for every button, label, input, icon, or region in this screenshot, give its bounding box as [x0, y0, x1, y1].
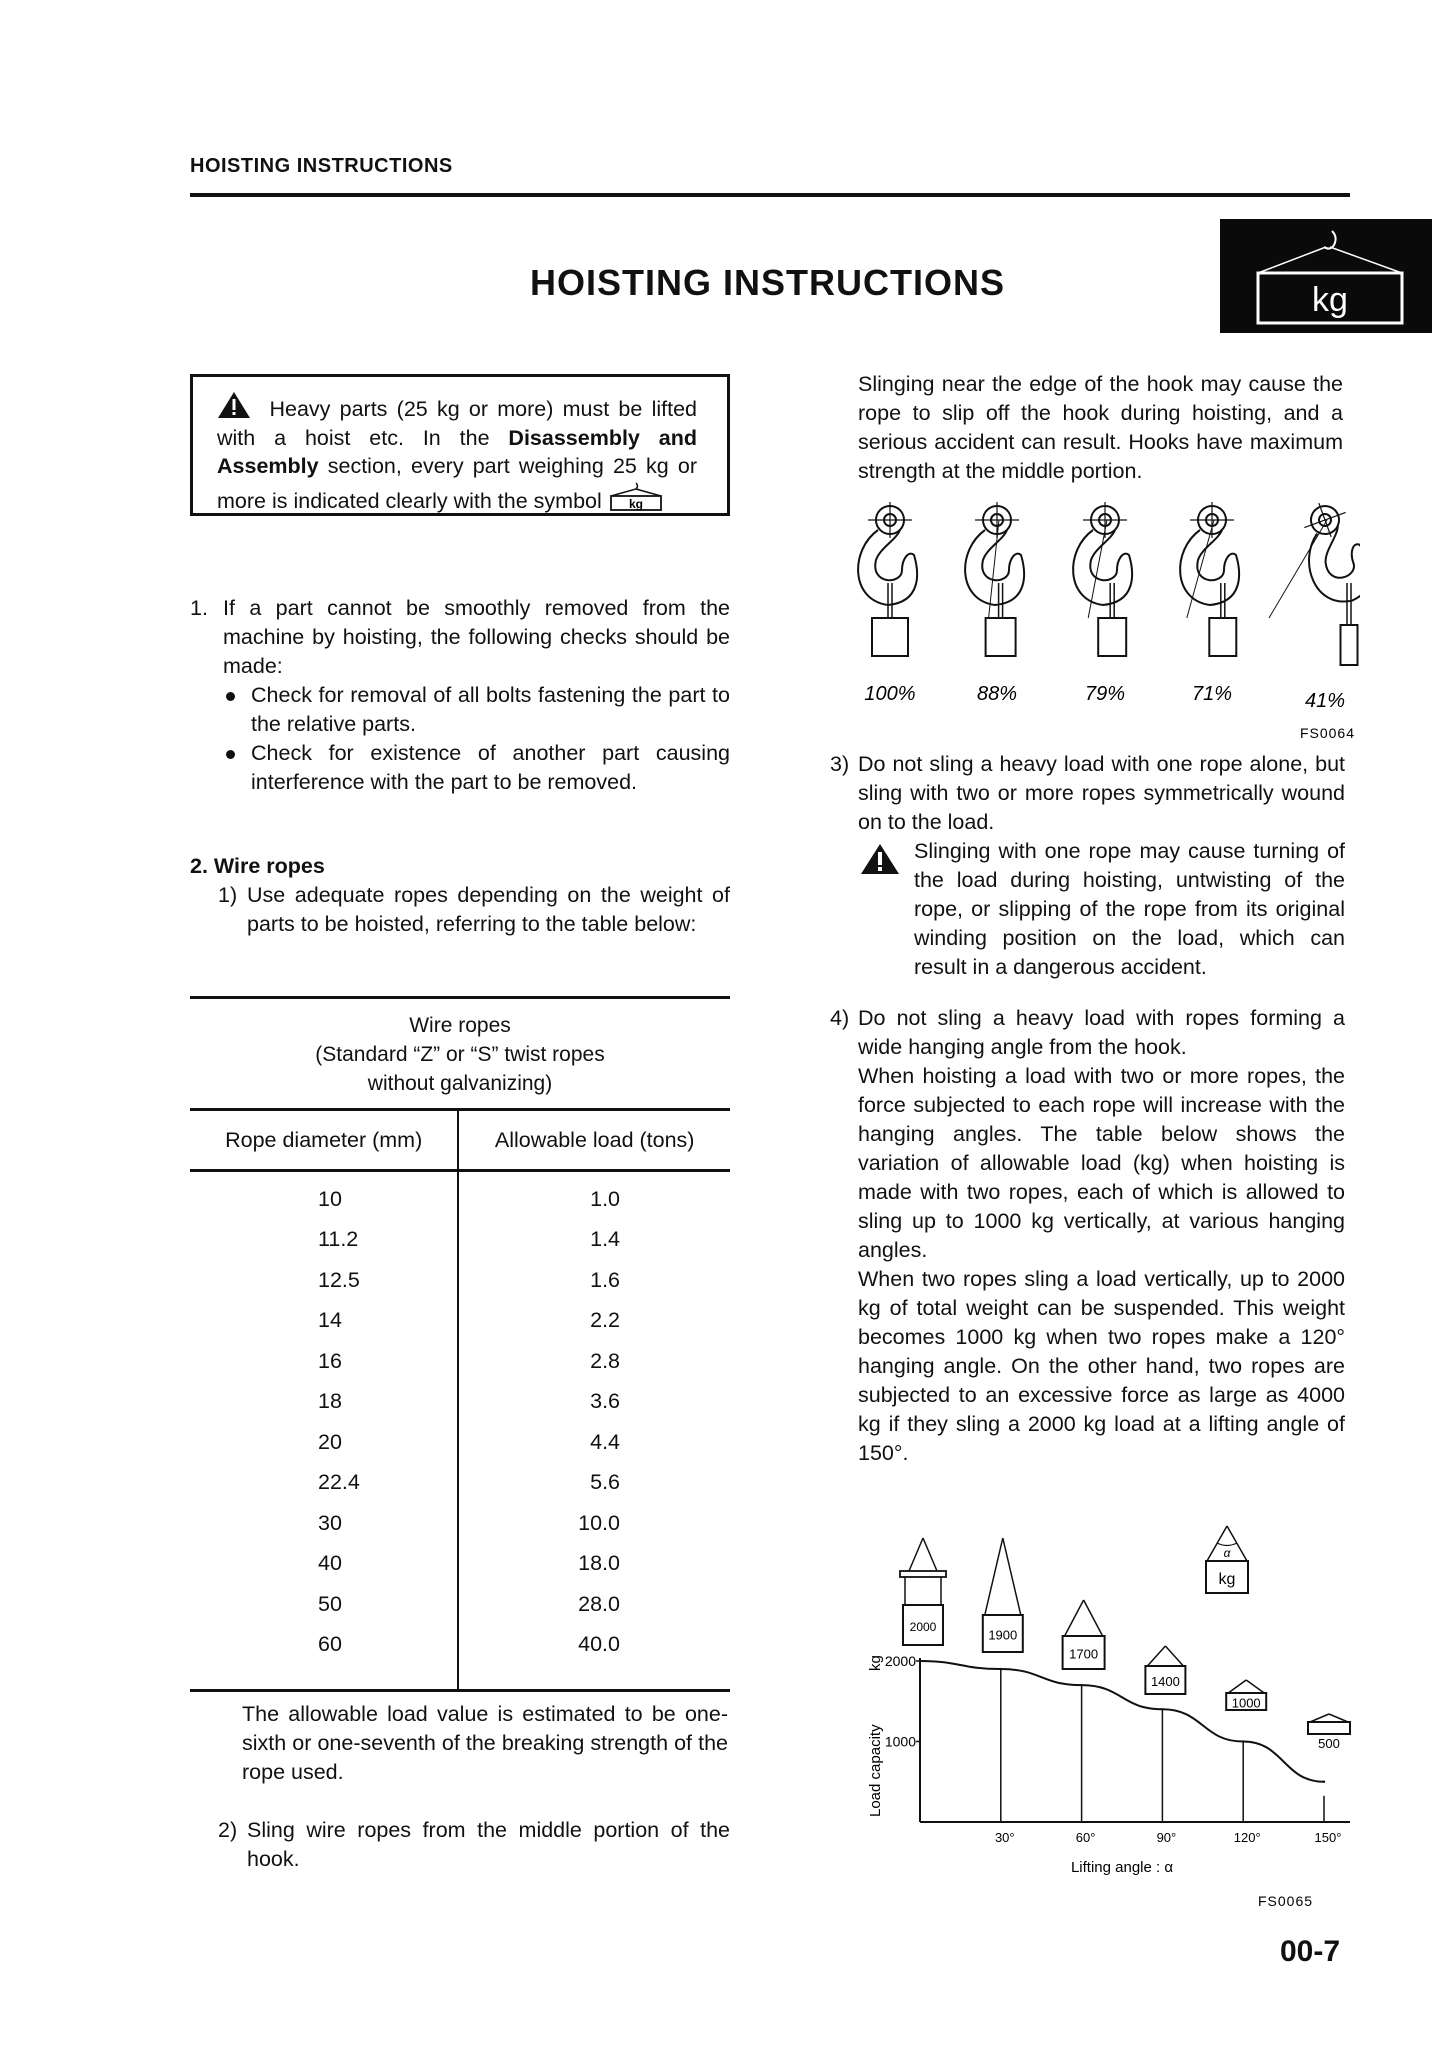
- kg-symbol-icon: [608, 481, 664, 511]
- hook-example: [1073, 502, 1132, 656]
- rope-diameter-cell: 16: [190, 1341, 458, 1382]
- x-tick-label: 150°: [1314, 1830, 1342, 1845]
- item-3-warning-text: Slinging with one rope may cause turning of the load during hoisting, untwisting of the rope, or slipping of the rope from its original winding position on the load, which can result in a dangerous accident.: [914, 839, 1345, 979]
- x-axis-label: Lifting angle : α: [1070, 1859, 1174, 1876]
- load-box: [986, 618, 1016, 656]
- item-2: [190, 1816, 730, 1874]
- y-tick-label: 2000: [884, 1653, 916, 1669]
- section-1: [190, 594, 730, 797]
- hook-example: [1269, 494, 1360, 665]
- allowable-load-cell: 10.0: [578, 1510, 620, 1535]
- item-2-number: 2): [218, 1818, 238, 1842]
- allowable-load-cell: 4.4: [590, 1429, 620, 1454]
- hook-figure-id: FS0064: [1299, 725, 1355, 740]
- rope-diameter-cell: 10: [190, 1171, 458, 1220]
- hook-paragraph: Slinging near the edge of the hook may cause the rope to slip off the hook during hoisting, and a serious accident can result. Hooks have maximum strength at the middle portion.: [858, 372, 1343, 483]
- item-3-number: 3): [830, 752, 850, 776]
- hook-strength-percent: 100%: [864, 683, 916, 705]
- item-3-text: Do not sling a heavy load with one rope alone, but sling with two or more ropes symmetrically wound on to the load.: [858, 752, 1345, 834]
- hoist-hook-icon: [1220, 219, 1432, 333]
- item-3: [830, 750, 1345, 982]
- table-row: [190, 1341, 730, 1382]
- hook-example: [858, 502, 917, 656]
- table-note: The allowable load value is estimated to be one-sixth or one-seventh of the breaking strength of the rope used.: [242, 1702, 728, 1784]
- allowable-load-cell: 18.0: [578, 1551, 620, 1576]
- warning-triangle-icon: [860, 843, 900, 875]
- warning-text-part2: section, every part weighing 25 kg or more is indicated clearly with the symbol: [217, 454, 697, 513]
- column-header-load: Allowable load (tons): [458, 1111, 730, 1171]
- data-label: 2000: [909, 1620, 937, 1634]
- ropes-table: [190, 1111, 730, 1689]
- hanging-load-illustration: [1308, 1714, 1350, 1734]
- data-point: [1080, 1684, 1082, 1686]
- item-4-paragraph-2: When two ropes sling a load vertically, up to 2000 kg of total weight can be suspended. This weight becomes 1000 kg when two ropes make a 120° hanging angle. On the other hand, two ropes are subjected to an excessive force as large as 4000 kg if they sling a 2000 kg load at a lifting angle of 150°.: [858, 1267, 1345, 1465]
- section-2: [190, 852, 730, 939]
- rope-diameter-cell: 18: [190, 1382, 458, 1423]
- data-label: 1900: [988, 1627, 1018, 1643]
- allowable-load-cell: 1.4: [590, 1227, 620, 1252]
- table-bottom-rule: [190, 1689, 730, 1692]
- section-2-heading: 2. Wire ropes: [190, 854, 325, 878]
- x-tick-label: 90°: [1156, 1830, 1177, 1845]
- column-header-diameter: Rope diameter (mm): [190, 1111, 458, 1171]
- y-axis-unit: kg: [867, 1655, 884, 1671]
- wire-ropes-table: [190, 996, 730, 1692]
- allowable-load-cell: 1.0: [590, 1186, 620, 1211]
- item-1-number: 1): [218, 883, 238, 907]
- allowable-load-cell: 2.2: [590, 1308, 620, 1333]
- chart-figure-id: FS0065: [1258, 1893, 1314, 1909]
- warning-text-part1: Heavy parts (25 kg or more) must be lifted with a hoist etc. In the: [217, 397, 697, 450]
- hook-icon: [1289, 494, 1360, 611]
- item-4-text: Do not sling a heavy load with ropes forming a wide hanging angle from the hook.: [858, 1006, 1345, 1059]
- legend-angle-label: α: [1223, 1546, 1231, 1560]
- table-row: [190, 1301, 730, 1342]
- table-padding-row: [190, 1665, 730, 1689]
- warning-triangle-icon: [217, 391, 251, 419]
- legend-unit-label: kg: [1218, 1571, 1236, 1588]
- y-axis-label: Load capacity: [867, 1724, 884, 1817]
- page-number: 00-7: [1280, 1935, 1341, 1968]
- table-row: [190, 1220, 730, 1261]
- rope-diameter-cell: 30: [190, 1503, 458, 1544]
- section-1-bullet: Check for removal of all bolts fastening the part to the relative parts.: [223, 681, 730, 739]
- rope-diameter-cell: 40: [190, 1544, 458, 1585]
- table-row: [190, 1422, 730, 1463]
- y-tick-label: 1000: [884, 1733, 916, 1750]
- load-box: [1098, 618, 1126, 656]
- allowable-load-cell: 1.6: [590, 1267, 620, 1292]
- hook-strength-percent: 79%: [1084, 683, 1126, 705]
- hook-example: [1180, 502, 1239, 656]
- hook-icon: [1073, 502, 1132, 605]
- rope-diameter-cell: 60: [190, 1625, 458, 1666]
- warning-text: [217, 391, 697, 515]
- hook-strength-percent: 41%: [1304, 690, 1346, 712]
- hook-example: [965, 502, 1024, 656]
- running-head: HOISTING INSTRUCTIONS: [190, 155, 453, 177]
- table-row: [190, 1171, 730, 1220]
- allowable-load-cell: 28.0: [578, 1591, 620, 1616]
- x-tick-label: 120°: [1233, 1830, 1261, 1845]
- table-row: [190, 1260, 730, 1301]
- rope-diameter-cell: 20: [190, 1422, 458, 1463]
- rope-diameter-cell: 22.4: [190, 1463, 458, 1504]
- item-3-warning: [830, 837, 1345, 982]
- warning-text-bold: Disassembly and Assembly: [217, 425, 698, 478]
- data-point: [1000, 1668, 1002, 1670]
- table-row: [190, 1463, 730, 1504]
- section-1-number: 1.: [190, 596, 208, 620]
- load-box: [1308, 1722, 1350, 1734]
- allowable-load-cell: 5.6: [590, 1470, 620, 1495]
- load-capacity-chart: [840, 1500, 1360, 1920]
- table-row: [190, 1584, 730, 1625]
- table-row: [190, 1503, 730, 1544]
- warning-box: [190, 374, 730, 516]
- item-1-text: Use adequate ropes depending on the weight of parts to be hoisted, referring to the table below:: [247, 883, 730, 936]
- x-tick-label: 30°: [994, 1830, 1015, 1845]
- table-caption: (Standard “Z” or “S” twist ropes: [315, 1043, 605, 1066]
- load-capacity-curve: [920, 1661, 1324, 1782]
- rope-diameter-cell: 11.2: [190, 1220, 458, 1261]
- data-label: 500: [1318, 1736, 1340, 1751]
- hook-strength-percent: 88%: [976, 683, 1018, 705]
- item-4-number: 4): [830, 1006, 850, 1030]
- data-label: 1000: [1231, 1695, 1261, 1711]
- hook-strength-diagram: [840, 490, 1360, 740]
- section-1-bullet: Check for existence of another part causing interference with the part to be removed.: [223, 739, 730, 797]
- load-box: [1341, 625, 1358, 665]
- rope-diameter-cell: 14: [190, 1301, 458, 1342]
- data-label: 1700: [1069, 1646, 1099, 1662]
- data-point: [1242, 1740, 1244, 1742]
- allowable-load-cell: 2.8: [590, 1348, 620, 1373]
- table-caption: without galvanizing): [367, 1072, 553, 1095]
- hook-figure: [840, 490, 1360, 740]
- table-caption: Wire ropes: [409, 1014, 511, 1037]
- item-4: [830, 1004, 1345, 1468]
- load-capacity-chart-svg: [840, 1500, 1360, 1920]
- item-2-text: Sling wire ropes from the middle portion of the hook.: [247, 1818, 730, 1871]
- allowable-load-cell: 3.6: [590, 1389, 620, 1414]
- hook-icon: [1180, 502, 1239, 605]
- hoist-kg-symbol: [1220, 219, 1432, 333]
- load-box: [872, 618, 908, 656]
- data-point: [1323, 1781, 1325, 1783]
- item-4-paragraph-1: When hoisting a load with two or more ropes, the force subjected to each rope will increase with the hanging angles. The table below shows the variation of allowable load (kg) when hoisting is made with two ropes, each of which is allowed to sling up to 1000 kg vertically, at various hanging angles.: [858, 1064, 1345, 1262]
- page-title: HOISTING INSTRUCTIONS: [530, 262, 1006, 303]
- kg-symbol-text: kg: [628, 496, 643, 511]
- data-label: 1400: [1150, 1674, 1180, 1689]
- section-1-text: If a part cannot be smoothly removed from the machine by hoisting, the following checks should be made:: [223, 596, 730, 678]
- table-row: [190, 1625, 730, 1666]
- kg-symbol-label: kg: [1312, 281, 1348, 319]
- hook-icon: [965, 502, 1024, 605]
- rope-diameter-cell: 12.5: [190, 1260, 458, 1301]
- allowable-load-cell: 40.0: [578, 1632, 620, 1657]
- hook-strength-percent: 71%: [1191, 683, 1233, 705]
- table-row: [190, 1382, 730, 1423]
- table-row: [190, 1544, 730, 1585]
- header-rule: [190, 193, 1350, 197]
- x-tick-label: 60°: [1075, 1830, 1096, 1845]
- data-point: [1161, 1708, 1163, 1710]
- load-box: [1209, 618, 1236, 656]
- rope-diameter-cell: 50: [190, 1584, 458, 1625]
